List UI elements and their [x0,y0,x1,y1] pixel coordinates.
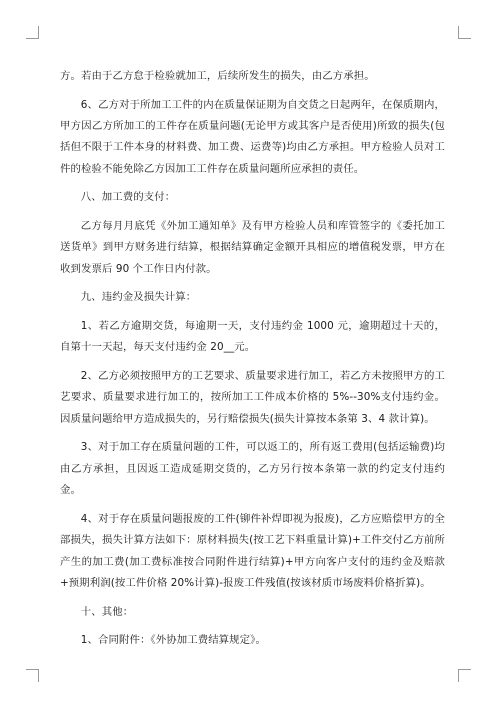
paragraph-scrap-compensation: 4、对于存在质量问题报废的工件(铆件补焊即视为报废)，乙方应赔偿甲方的全部损失，损失计算方法如下：原材料损失(按工艺下料重量计算)+工件交付乙方前所产生的加工费(加工费标准按合同附件进行结算)+甲方向客户支付的违约金及赔款+预期利润(按工件价格 20%计算)-报废工件残值(按该材质市场废料价格折算)。 [60,512,445,590]
section-heading-penalty: 九、违约金及损失计算： [80,291,197,304]
document-body [60,66,445,652]
crop-mark-bottom-left [26,669,39,682]
section-heading-other: 十、其他： [80,605,134,618]
paragraph-continuation: 方。若由于乙方怠于检验就加工，后续所发生的损失，由乙方承担。 [60,70,375,82]
paragraph-quality-warranty: 6、乙方对于所加工工件的内在质量保证期为自交货之日起两年，在保质期内，甲方因乙方所加工的工件存在质量问题(无论甲方或其客户是否使用)所致的损失(包括但不限于工件本身的材料费、加工费、运费等)均由乙方承担。甲方检验人员对工件的检验不能免除乙方因加工工件存在质量问题所应承担的责任。 [60,98,445,175]
paragraph-contract-attachment: 1、合同附件：《外协加工费结算规定》。 [80,634,266,647]
paragraph-rework: 3、对于加工存在质量问题的工件，可以返工的，所有返工费用(包括运输费)均由乙方承担，且因返工造成延期交货的，乙方另行按本条第一款的约定支付违约金。 [60,441,445,497]
crop-mark-top-left [26,26,39,39]
crop-mark-bottom-right [458,669,471,682]
paragraph-late-delivery: 1、若乙方逾期交货，每逾期一天，支付违约金 1000 元，逾期超过十天的，自第十一天起，每天支付违约金 20__元。 [60,320,445,354]
section-heading-payment: 八、加工费的支付： [80,191,176,204]
paragraph-payment-terms: 乙方每月月底凭《外加工通知单》及有甲方检验人员和库管签字的《委托加工送货单》到甲方财务进行结算，根据结算确定金额开具相应的增值税发票，甲方在收到发票后 90 个工作日内付款。 [60,220,445,275]
crop-mark-top-right [458,26,471,39]
paragraph-process-requirements: 2、乙方必须按照甲方的工艺要求、质量要求进行加工，若乙方未按照甲方的工艺要求、质量要求进行加工的，按所加工工件成本价格的 5%--30%支付违约金。因质量问题给甲方造成损失的，另行赔偿损失(损失计算按本条第 3、4 款计算)。 [60,370,445,425]
